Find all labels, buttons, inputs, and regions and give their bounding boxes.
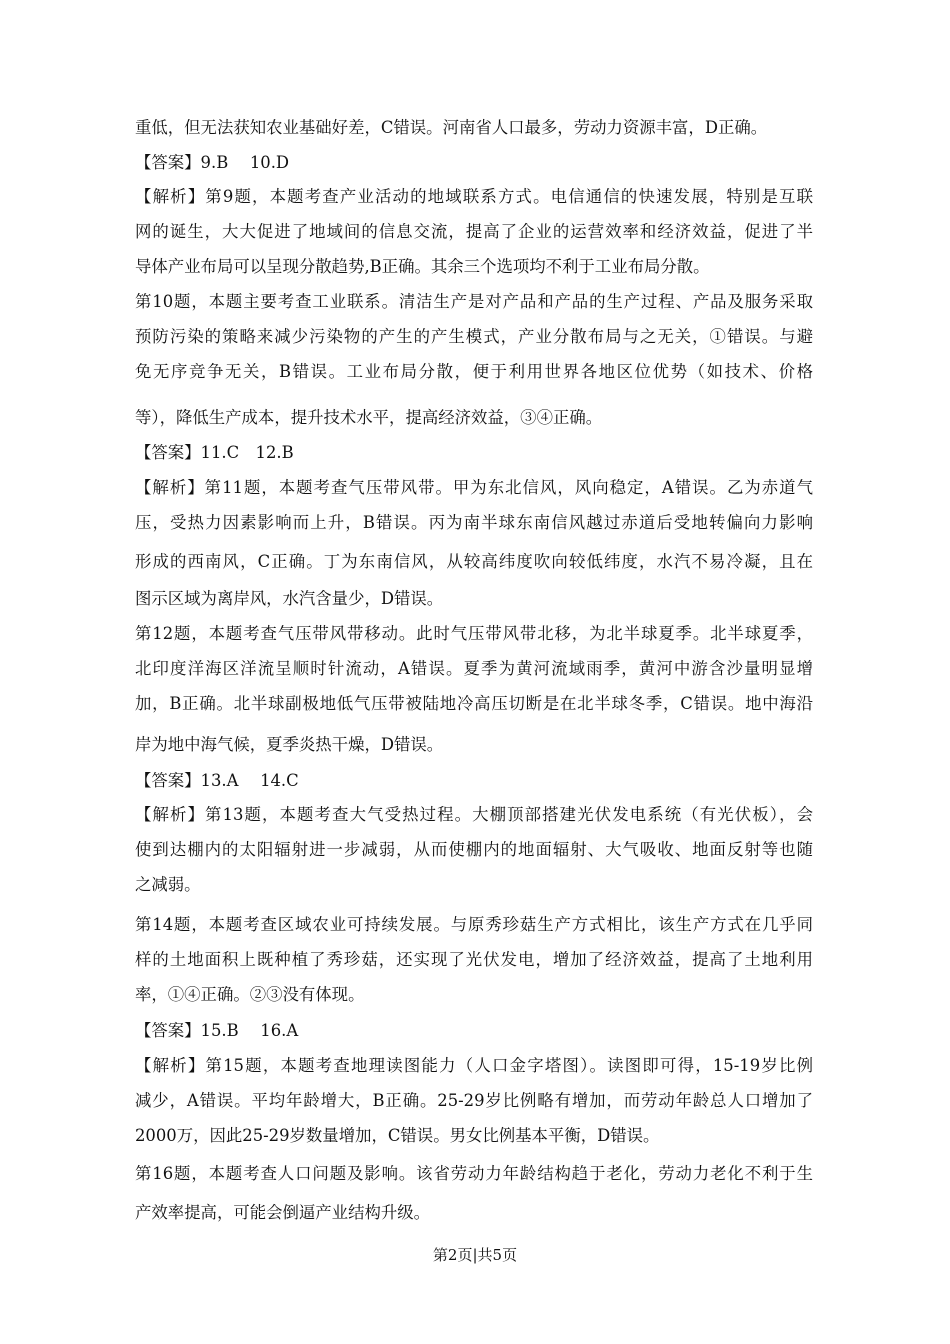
text-line: 第16题，本题考查人口问题及影响。该省劳动力年龄结构趋于老化，劳动力老化不利于生 — [135, 1164, 813, 1183]
text-line: 【答案】15.B 16.A — [135, 1021, 299, 1040]
text-line: 【答案】11.C 12.B — [135, 443, 294, 462]
text-line: 预防污染的策略来减少污染物的产生的产生模式，产业分散布局与之无关，①错误。与避 — [135, 327, 813, 346]
text-line: 【解析】第9题，本题考查产业活动的地域联系方式。电信通信的快速发展，特别是互联 — [135, 187, 813, 206]
text-line: 减少，A错误。平均年龄增大，B正确。25-29岁比例略有增加，而劳动年龄总人口增加了 — [135, 1091, 813, 1110]
text-line: 第10题，本题主要考查工业联系。清洁生产是对产品和产品的生产过程、产品及服务采取 — [135, 292, 813, 311]
text-line: 免无序竞争无关，B错误。工业布局分散，便于利用世界各地区位优势（如技术、价格 — [135, 362, 813, 381]
text-line: 第12题，本题考查气压带风带移动。此时气压带风带北移，为北半球夏季。北半球夏季， — [135, 624, 813, 643]
text-line: 网的诞生，大大促进了地域间的信息交流，提高了企业的运营效率和经济效益，促进了半 — [135, 222, 813, 241]
text-line: 【解析】第13题，本题考查大气受热过程。大棚顶部搭建光伏发电系统（有光伏板），会 — [135, 805, 813, 824]
text-line: 形成的西南风，C正确。丁为东南信风，从较高纬度吹向较低纬度，水汽不易冷凝，且在 — [135, 552, 813, 571]
text-line: 重低，但无法获知农业基础好差，C错误。河南省人口最多，劳动力资源丰富，D正确。 — [135, 118, 768, 137]
page-footer: 第2页|共5页 — [432, 1246, 518, 1264]
text-line: 岸为地中海气候，夏季炎热干燥，D错误。 — [135, 735, 444, 754]
text-line: 2000万，因此25-29岁数量增加，C错误。男女比例基本平衡，D错误。 — [135, 1126, 660, 1145]
text-line: 北印度洋海区洋流呈顺时针流动，A错误。夏季为黄河流域雨季，黄河中游含沙量明显增 — [135, 659, 813, 678]
text-line: 【答案】9.B 10.D — [135, 153, 290, 172]
text-line: 之减弱。 — [135, 875, 201, 894]
text-line: 【解析】第15题，本题考查地理读图能力（人口金字塔图）。读图即可得，15-19岁比例 — [135, 1056, 813, 1075]
text-line: 样的土地面积上既种植了秀珍菇，还实现了光伏发电，增加了经济效益，提高了土地利用 — [135, 950, 813, 969]
text-line: 图示区域为离岸风，水汽含量少，D错误。 — [135, 589, 444, 608]
text-line: 使到达棚内的太阳辐射进一步减弱，从而使棚内的地面辐射、大气吸收、地面反射等也随 — [135, 840, 813, 859]
text-line: 加，B正确。北半球副极地低气压带被陆地冷高压切断是在北半球冬季，C错误。地中海沿 — [135, 694, 813, 713]
text-line: 产效率提高，可能会倒逼产业结构升级。 — [135, 1203, 431, 1222]
text-line: 第14题，本题考查区域农业可持续发展。与原秀珍菇生产方式相比，该生产方式在几乎同 — [135, 915, 813, 934]
text-line: 等），降低生产成本，提升技术水平，提高经济效益，③④正确。 — [135, 408, 603, 427]
text-line: 【解析】第11题，本题考查气压带风带。甲为东北信风，风向稳定，A错误。乙为赤道气 — [135, 478, 813, 497]
text-line: 率，①④正确。②③没有体现。 — [135, 985, 365, 1004]
text-line: 导体产业布局可以呈现分散趋势,B正确。其余三个选项均不利于工业布局分散。 — [135, 257, 710, 276]
text-line: 【答案】13.A 14.C — [135, 771, 299, 790]
text-line: 压，受热力因素影响而上升，B错误。丙为南半球东南信风越过赤道后受地转偏向力影响 — [135, 513, 813, 532]
